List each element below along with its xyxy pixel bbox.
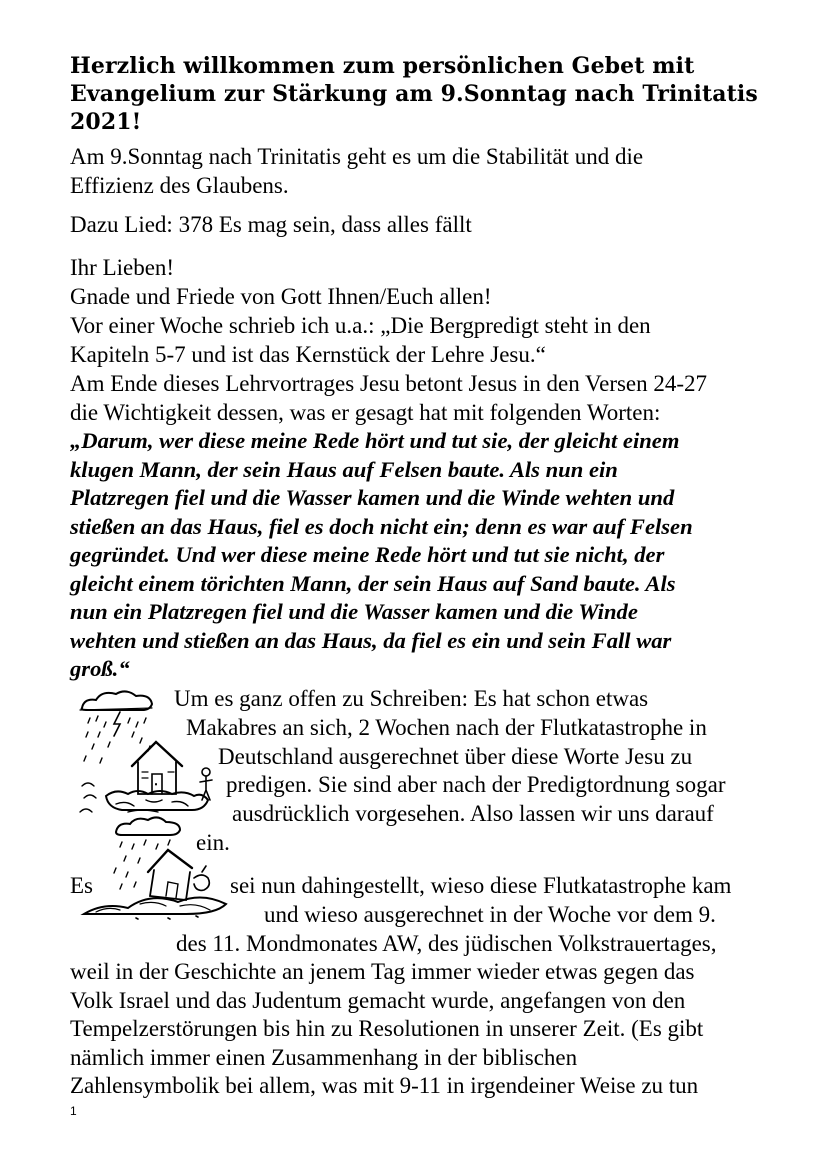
- bible-quote-line: gegründet. Und wer diese meine Rede hört und tut sie nicht, der: [70, 542, 665, 567]
- body-line: Vor einer Woche schrieb ich u.a.: „Die Bergpredigt steht in den: [70, 313, 651, 338]
- wrap-line: predigen. Sie sind aber nach der Predigtordnung sogar: [226, 772, 726, 797]
- body-line: nämlich immer einen Zusammenhang in der biblischen: [70, 1045, 578, 1070]
- bible-quote-line: gleicht einem törichten Mann, der sein Haus auf Sand baute. Als: [70, 571, 676, 596]
- wrap-line: Um es ganz offen zu Schreiben: Es hat schon etwas: [174, 686, 649, 711]
- page-number: 1: [70, 1104, 77, 1118]
- body-line: Gnade und Friede von Gott Ihnen/Euch allen!: [70, 284, 492, 309]
- wrap-line: des 11. Mondmonates AW, des jüdischen Volkstrauertages,: [176, 931, 717, 956]
- body-line: Tempelzerstörungen bis hin zu Resolutionen in unserer Zeit. (Es gibt: [70, 1016, 704, 1041]
- body-line: weil in der Geschichte an jenem Tag immer wieder etwas gegen das: [70, 959, 695, 984]
- wrap-line: Makabres an sich, 2 Wochen nach der Flutkatastrophe in: [186, 715, 707, 740]
- body-line: die Wichtigkeit dessen, was er gesagt hat mit folgenden Worten:: [70, 400, 661, 425]
- wrap-line: und wieso ausgerechnet in der Woche vor dem 9.: [264, 902, 716, 927]
- wrap-line-start: Es: [70, 873, 93, 898]
- bible-quote-line: stießen an das Haus, fiel es doch nicht ein; denn es war auf Felsen: [70, 514, 693, 539]
- bible-quote-line: nun ein Platzregen fiel und die Wasser kamen und die Winde: [70, 599, 638, 624]
- wrap-line: Deutschland ausgerechnet über diese Worte Jesu zu: [218, 744, 693, 769]
- page-title: [70, 52, 790, 136]
- wrap-line: ein.: [196, 830, 230, 855]
- bible-quote-line: Platzregen fiel und die Wasser kamen und die Winde wehten und: [70, 485, 675, 510]
- wrap-line: sei nun dahingestellt, wieso diese Flutkatastrophe kam: [230, 873, 732, 898]
- body-line: Ihr Lieben!: [70, 255, 175, 280]
- bible-quote-line: wehten und stießen an das Haus, da fiel es ein und sein Fall war: [70, 628, 672, 653]
- intro-line: Effizienz des Glaubens.: [70, 173, 289, 198]
- body-line: Volk Israel und das Judentum gemacht wurde, angefangen von den: [70, 988, 686, 1013]
- bible-quote-line: groß.“: [70, 656, 130, 681]
- bible-quote-line: klugen Mann, der sein Haus auf Felsen baute. Als nun ein: [70, 457, 618, 482]
- hymn-line: Dazu Lied: 378 Es mag sein, dass alles fällt: [70, 212, 472, 237]
- title-line: Evangelium zur Stärkung am 9.Sonntag nach Trinitatis: [70, 81, 758, 107]
- bible-quote-line: „Darum, wer diese meine Rede hört und tut sie, der gleicht einem: [70, 428, 680, 453]
- body-line: Am Ende dieses Lehrvortrages Jesu betont Jesus in den Versen 24-27: [70, 371, 708, 396]
- title-line: Herzlich willkommen zum persönlichen Gebet mit: [70, 53, 695, 79]
- title-line: 2021!: [70, 109, 142, 135]
- body-line: Kapiteln 5-7 und ist das Kernstück der Lehre Jesu.“: [70, 342, 546, 367]
- wrap-line: ausdrücklich vorgesehen. Also lassen wir uns darauf: [232, 801, 714, 826]
- intro-line: Am 9.Sonntag nach Trinitatis geht es um die Stabilität und die: [70, 144, 644, 169]
- body-line: Zahlensymbolik bei allem, was mit 9-11 in irgendeiner Weise zu tun: [70, 1073, 699, 1098]
